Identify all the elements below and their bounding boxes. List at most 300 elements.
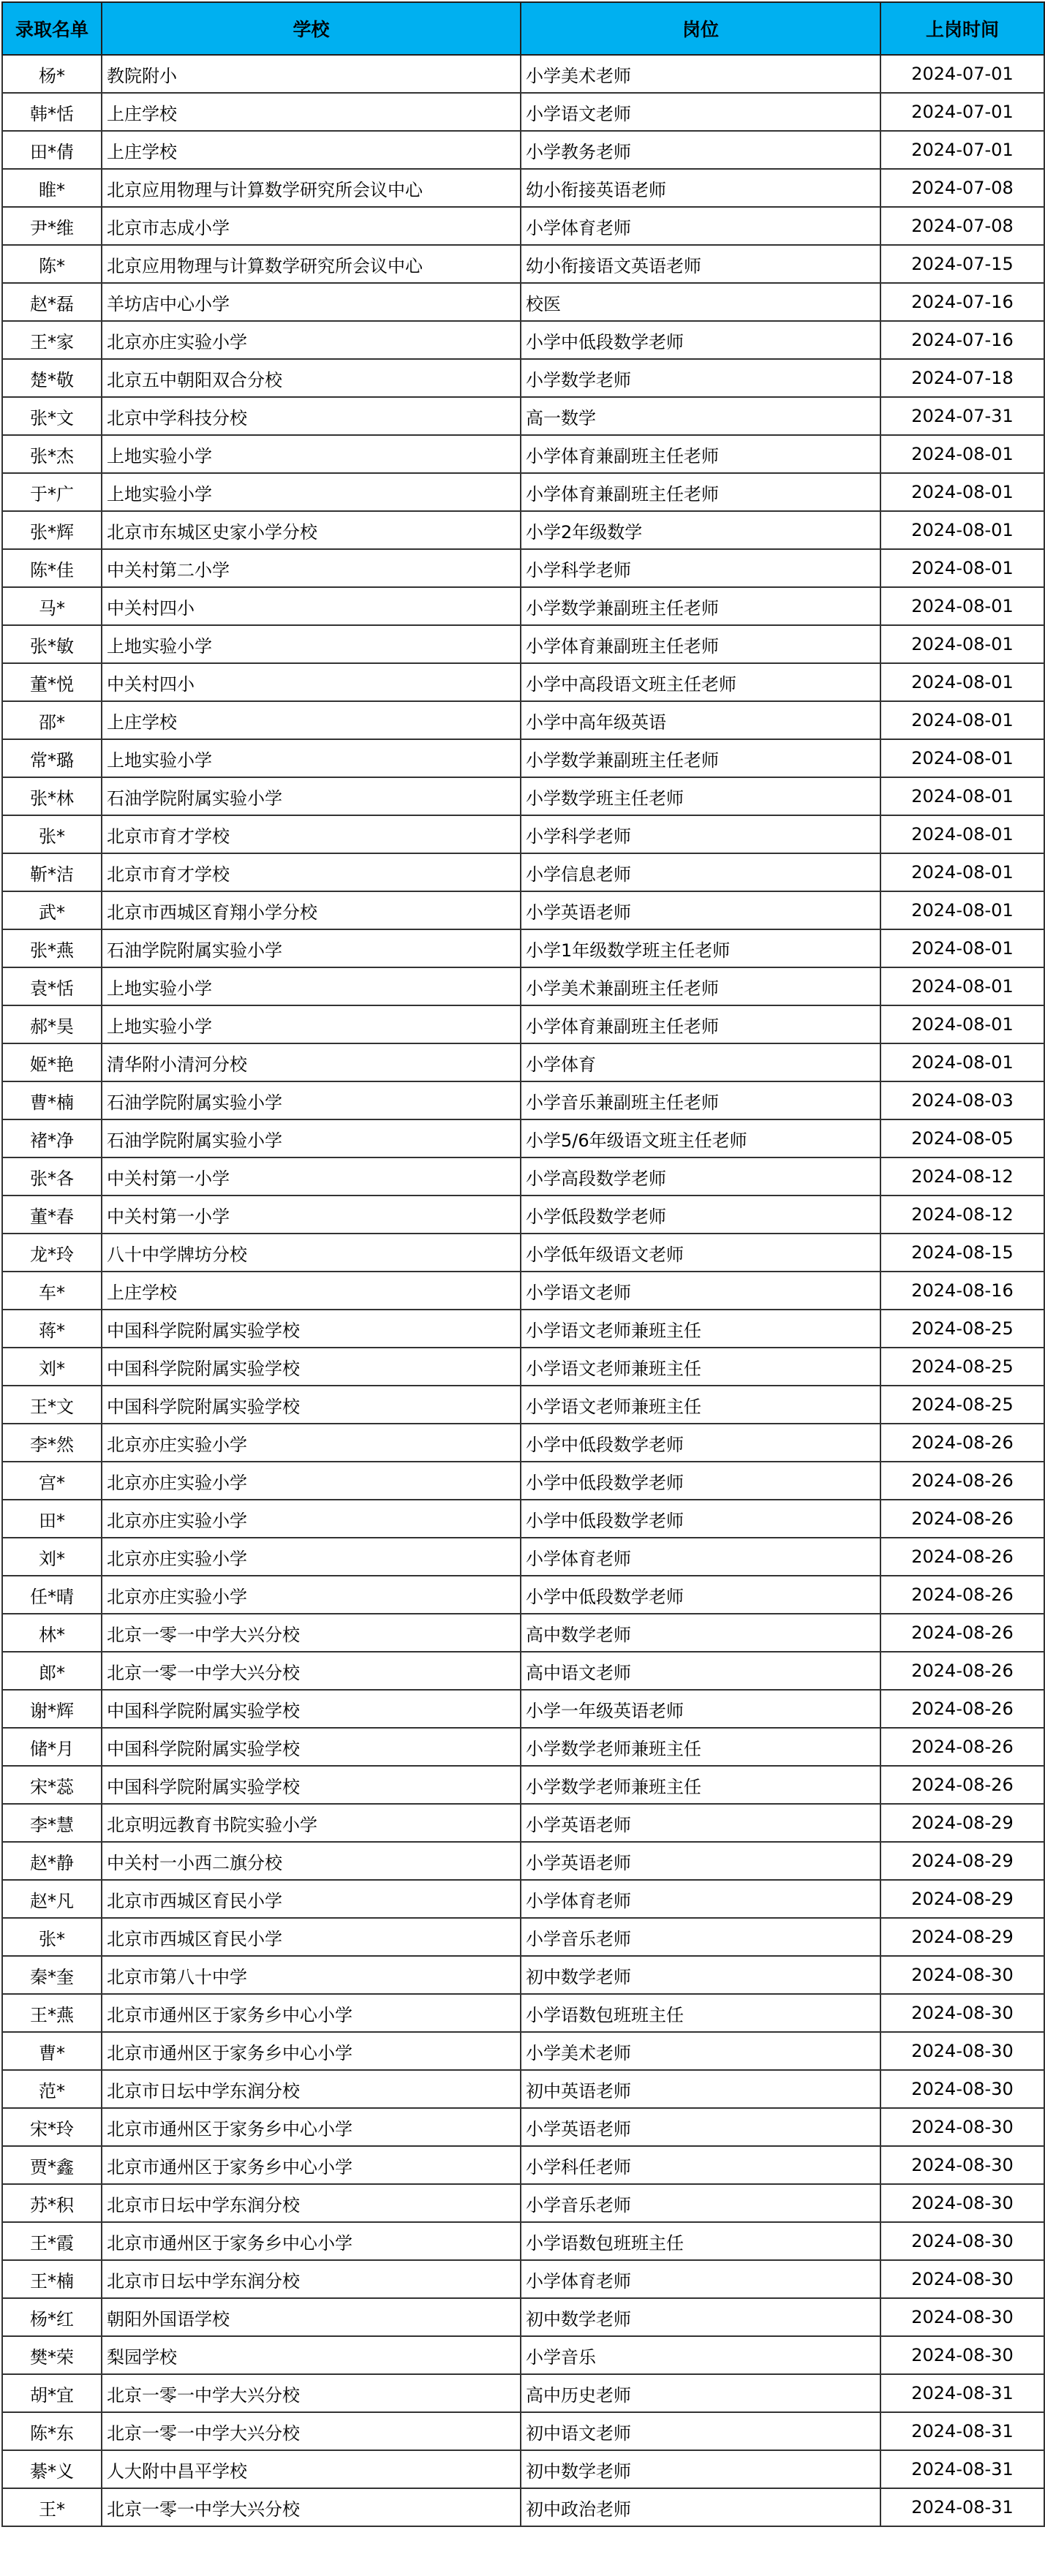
cell-school: 北京市东城区史家小学分校 <box>102 511 521 549</box>
cell-date: 2024-08-26 <box>880 1614 1044 1652</box>
cell-name: 睢* <box>2 169 102 207</box>
cell-position: 校医 <box>521 283 880 321</box>
table-row <box>2 359 1044 397</box>
table-row <box>2 1956 1044 1994</box>
cell-name: 王*家 <box>2 321 102 359</box>
cell-school: 北京一零一中学大兴分校 <box>102 2488 521 2526</box>
cell-name: 杨*红 <box>2 2298 102 2336</box>
cell-school: 中关村第一小学 <box>102 1196 521 1234</box>
cell-name: 陈*佳 <box>2 549 102 587</box>
cell-name: 李*然 <box>2 1424 102 1462</box>
cell-date: 2024-08-15 <box>880 1234 1044 1272</box>
cell-position: 小学数学老师 <box>521 359 880 397</box>
cell-school: 北京市日坛中学东润分校 <box>102 2070 521 2108</box>
cell-school: 上庄学校 <box>102 93 521 131</box>
cell-school: 中国科学院附属实验学校 <box>102 1348 521 1386</box>
cell-name: 董*悦 <box>2 663 102 701</box>
cell-name: 褚*净 <box>2 1119 102 1157</box>
cell-school: 北京一零一中学大兴分校 <box>102 2374 521 2412</box>
cell-name: 曹*楠 <box>2 1081 102 1119</box>
cell-date: 2024-08-01 <box>880 625 1044 663</box>
cell-school: 北京中学科技分校 <box>102 397 521 435</box>
cell-position: 小学中低段数学老师 <box>521 321 880 359</box>
cell-school: 上庄学校 <box>102 1272 521 1310</box>
cell-school: 中关村一小西二旗分校 <box>102 1842 521 1880</box>
cell-position: 小学体育兼副班主任老师 <box>521 473 880 511</box>
cell-name: 马* <box>2 587 102 625</box>
cell-name: 赵*磊 <box>2 283 102 321</box>
cell-name: 王* <box>2 2488 102 2526</box>
cell-school: 石油学院附属实验小学 <box>102 777 521 815</box>
cell-position: 小学语数包班班主任 <box>521 1994 880 2032</box>
cell-name: 胡*宜 <box>2 2374 102 2412</box>
cell-school: 北京应用物理与计算数学研究所会议中心 <box>102 169 521 207</box>
cell-position: 小学美术老师 <box>521 2032 880 2070</box>
table-row <box>2 929 1044 967</box>
cell-school: 中国科学院附属实验学校 <box>102 1386 521 1424</box>
cell-position: 小学低段数学老师 <box>521 1196 880 1234</box>
table-row <box>2 473 1044 511</box>
table-row <box>2 1538 1044 1576</box>
cell-name: 田* <box>2 1500 102 1538</box>
table-row <box>2 207 1044 245</box>
table-row <box>2 663 1044 701</box>
cell-school: 北京市通州区于家务乡中心小学 <box>102 2146 521 2184</box>
table-row <box>2 587 1044 625</box>
cell-school: 北京市育才学校 <box>102 815 521 853</box>
cell-school: 清华附小清河分校 <box>102 1043 521 1081</box>
cell-school: 北京应用物理与计算数学研究所会议中心 <box>102 245 521 283</box>
cell-school: 中国科学院附属实验学校 <box>102 1766 521 1804</box>
cell-name: 张*各 <box>2 1157 102 1196</box>
cell-name: 任*晴 <box>2 1576 102 1614</box>
cell-name: 王*文 <box>2 1386 102 1424</box>
table-row <box>2 1348 1044 1386</box>
cell-name: 曹* <box>2 2032 102 2070</box>
cell-name: 王*燕 <box>2 1994 102 2032</box>
cell-date: 2024-08-26 <box>880 1652 1044 1690</box>
cell-name: 张*杰 <box>2 435 102 473</box>
cell-name: 赵*凡 <box>2 1880 102 1918</box>
cell-name: 韩*恬 <box>2 93 102 131</box>
cell-name: 张*敏 <box>2 625 102 663</box>
table-row <box>2 1424 1044 1462</box>
table-row <box>2 2108 1044 2146</box>
cell-position: 小学数学兼副班主任老师 <box>521 587 880 625</box>
cell-school: 石油学院附属实验小学 <box>102 929 521 967</box>
cell-name: 赵*静 <box>2 1842 102 1880</box>
table-row <box>2 549 1044 587</box>
cell-name: 张* <box>2 1918 102 1956</box>
cell-school: 上地实验小学 <box>102 473 521 511</box>
cell-position: 小学体育老师 <box>521 2260 880 2298</box>
table-row <box>2 1119 1044 1157</box>
cell-position: 初中数学老师 <box>521 1956 880 1994</box>
cell-name: 郝*昊 <box>2 1005 102 1043</box>
cell-school: 北京一零一中学大兴分校 <box>102 2412 521 2450</box>
cell-school: 北京亦庄实验小学 <box>102 321 521 359</box>
cell-date: 2024-08-30 <box>880 1994 1044 2032</box>
admission-table <box>1 1 1045 2527</box>
table-row <box>2 169 1044 207</box>
cell-position: 小学一年级英语老师 <box>521 1690 880 1728</box>
cell-name: 范* <box>2 2070 102 2108</box>
cell-position: 小学体育兼副班主任老师 <box>521 435 880 473</box>
cell-position: 小学语文老师兼班主任 <box>521 1386 880 1424</box>
cell-date: 2024-08-26 <box>880 1462 1044 1500</box>
cell-name: 张*文 <box>2 397 102 435</box>
cell-name: 姬*艳 <box>2 1043 102 1081</box>
table-row <box>2 891 1044 929</box>
cell-position: 小学音乐老师 <box>521 1918 880 1956</box>
cell-school: 北京市日坛中学东润分校 <box>102 2260 521 2298</box>
cell-position: 小学教务老师 <box>521 131 880 169</box>
cell-position: 小学5/6年级语文班主任老师 <box>521 1119 880 1157</box>
cell-position: 初中数学老师 <box>521 2450 880 2488</box>
cell-position: 小学科学老师 <box>521 815 880 853</box>
cell-position: 小学中低段数学老师 <box>521 1424 880 1462</box>
cell-date: 2024-08-31 <box>880 2450 1044 2488</box>
header-school: 学校 <box>102 2 521 55</box>
cell-name: 杨* <box>2 55 102 93</box>
cell-date: 2024-08-31 <box>880 2412 1044 2450</box>
cell-date: 2024-08-01 <box>880 701 1044 739</box>
table-row <box>2 1272 1044 1310</box>
cell-name: 秦*奎 <box>2 1956 102 1994</box>
table-row <box>2 93 1044 131</box>
cell-name: 綦*义 <box>2 2450 102 2488</box>
cell-date: 2024-08-26 <box>880 1424 1044 1462</box>
table-row <box>2 1043 1044 1081</box>
cell-name: 武* <box>2 891 102 929</box>
table-row <box>2 2184 1044 2222</box>
table-row <box>2 55 1044 93</box>
cell-date: 2024-08-25 <box>880 1386 1044 1424</box>
cell-position: 小学中低段数学老师 <box>521 1462 880 1500</box>
cell-position: 小学语文老师 <box>521 93 880 131</box>
cell-position: 小学中低段数学老师 <box>521 1576 880 1614</box>
cell-position: 小学低年级语文老师 <box>521 1234 880 1272</box>
table-row <box>2 1310 1044 1348</box>
table-row <box>2 2032 1044 2070</box>
cell-name: 蒋* <box>2 1310 102 1348</box>
cell-name: 陈*东 <box>2 2412 102 2450</box>
cell-date: 2024-08-30 <box>880 2184 1044 2222</box>
cell-school: 北京一零一中学大兴分校 <box>102 1652 521 1690</box>
cell-school: 羊坊店中心小学 <box>102 283 521 321</box>
cell-date: 2024-07-01 <box>880 131 1044 169</box>
table-row <box>2 1918 1044 1956</box>
cell-school: 中关村第一小学 <box>102 1157 521 1196</box>
cell-school: 人大附中昌平学校 <box>102 2450 521 2488</box>
cell-position: 小学中低段数学老师 <box>521 1500 880 1538</box>
table-row <box>2 245 1044 283</box>
cell-date: 2024-08-30 <box>880 2222 1044 2260</box>
cell-school: 北京市第八十中学 <box>102 1956 521 1994</box>
table-row <box>2 131 1044 169</box>
cell-name: 陈* <box>2 245 102 283</box>
cell-name: 邵* <box>2 701 102 739</box>
table-row <box>2 1880 1044 1918</box>
cell-date: 2024-08-30 <box>880 2108 1044 2146</box>
cell-date: 2024-07-08 <box>880 169 1044 207</box>
cell-date: 2024-08-31 <box>880 2488 1044 2526</box>
cell-position: 小学体育兼副班主任老师 <box>521 625 880 663</box>
cell-date: 2024-08-25 <box>880 1348 1044 1386</box>
cell-school: 北京市西城区育翔小学分校 <box>102 891 521 929</box>
cell-name: 樊*荣 <box>2 2336 102 2374</box>
cell-school: 中关村第二小学 <box>102 549 521 587</box>
table-row <box>2 2374 1044 2412</box>
cell-name: 苏*积 <box>2 2184 102 2222</box>
cell-date: 2024-07-16 <box>880 321 1044 359</box>
cell-position: 高中历史老师 <box>521 2374 880 2412</box>
cell-position: 初中语文老师 <box>521 2412 880 2450</box>
cell-name: 董*春 <box>2 1196 102 1234</box>
cell-position: 初中英语老师 <box>521 2070 880 2108</box>
cell-position: 小学数学兼副班主任老师 <box>521 739 880 777</box>
table-row <box>2 815 1044 853</box>
cell-date: 2024-08-26 <box>880 1576 1044 1614</box>
cell-name: 谢*辉 <box>2 1690 102 1728</box>
cell-date: 2024-08-26 <box>880 1690 1044 1728</box>
table-row <box>2 1690 1044 1728</box>
cell-date: 2024-08-29 <box>880 1842 1044 1880</box>
cell-position: 小学英语老师 <box>521 2108 880 2146</box>
cell-position: 高中语文老师 <box>521 1652 880 1690</box>
cell-name: 贾*鑫 <box>2 2146 102 2184</box>
cell-school: 北京市日坛中学东润分校 <box>102 2184 521 2222</box>
cell-name: 宋*玲 <box>2 2108 102 2146</box>
cell-name: 靳*洁 <box>2 853 102 891</box>
header-date: 上岗时间 <box>880 2 1044 55</box>
table-row <box>2 1005 1044 1043</box>
cell-position: 小学语文老师 <box>521 1272 880 1310</box>
cell-name: 袁*恬 <box>2 967 102 1005</box>
cell-school: 北京市育才学校 <box>102 853 521 891</box>
cell-date: 2024-08-26 <box>880 1538 1044 1576</box>
table-row <box>2 1652 1044 1690</box>
table-row <box>2 1081 1044 1119</box>
table-row <box>2 1234 1044 1272</box>
cell-school: 北京明远教育书院实验小学 <box>102 1804 521 1842</box>
cell-school: 北京市通州区于家务乡中心小学 <box>102 2108 521 2146</box>
cell-school: 上庄学校 <box>102 701 521 739</box>
cell-date: 2024-08-01 <box>880 1043 1044 1081</box>
table-body <box>2 55 1044 2526</box>
cell-date: 2024-08-01 <box>880 929 1044 967</box>
cell-position: 初中数学老师 <box>521 2298 880 2336</box>
cell-position: 小学英语老师 <box>521 1804 880 1842</box>
cell-name: 张* <box>2 815 102 853</box>
table-row <box>2 625 1044 663</box>
cell-position: 小学体育老师 <box>521 207 880 245</box>
table-row <box>2 2336 1044 2374</box>
cell-date: 2024-07-08 <box>880 207 1044 245</box>
cell-position: 小学中高段语文班主任老师 <box>521 663 880 701</box>
cell-date: 2024-08-01 <box>880 587 1044 625</box>
cell-date: 2024-08-01 <box>880 473 1044 511</box>
cell-position: 小学高段数学老师 <box>521 1157 880 1196</box>
cell-school: 教院附小 <box>102 55 521 93</box>
cell-date: 2024-08-30 <box>880 2298 1044 2336</box>
cell-date: 2024-08-01 <box>880 853 1044 891</box>
cell-name: 尹*维 <box>2 207 102 245</box>
table-row <box>2 321 1044 359</box>
cell-position: 小学1年级数学班主任老师 <box>521 929 880 967</box>
table-row <box>2 853 1044 891</box>
cell-position: 幼小衔接语文英语老师 <box>521 245 880 283</box>
table-row <box>2 2070 1044 2108</box>
cell-position: 小学音乐老师 <box>521 2184 880 2222</box>
cell-position: 幼小衔接英语老师 <box>521 169 880 207</box>
cell-date: 2024-07-15 <box>880 245 1044 283</box>
cell-date: 2024-08-01 <box>880 663 1044 701</box>
table-row <box>2 2412 1044 2450</box>
cell-school: 上庄学校 <box>102 131 521 169</box>
cell-name: 常*璐 <box>2 739 102 777</box>
cell-date: 2024-07-01 <box>880 93 1044 131</box>
cell-position: 高中数学老师 <box>521 1614 880 1652</box>
table-row <box>2 1196 1044 1234</box>
cell-date: 2024-08-01 <box>880 815 1044 853</box>
cell-name: 郎* <box>2 1652 102 1690</box>
cell-school: 朝阳外国语学校 <box>102 2298 521 2336</box>
cell-school: 上地实验小学 <box>102 435 521 473</box>
cell-position: 小学音乐 <box>521 2336 880 2374</box>
cell-position: 小学语文老师兼班主任 <box>521 1348 880 1386</box>
cell-date: 2024-08-26 <box>880 1500 1044 1538</box>
table-row <box>2 1728 1044 1766</box>
cell-date: 2024-08-26 <box>880 1766 1044 1804</box>
table-row <box>2 2222 1044 2260</box>
table-row <box>2 1804 1044 1842</box>
table-row <box>2 2298 1044 2336</box>
cell-school: 石油学院附属实验小学 <box>102 1081 521 1119</box>
cell-name: 储*月 <box>2 1728 102 1766</box>
cell-date: 2024-08-30 <box>880 2336 1044 2374</box>
cell-position: 小学体育 <box>521 1043 880 1081</box>
cell-position: 高一数学 <box>521 397 880 435</box>
cell-school: 北京市通州区于家务乡中心小学 <box>102 2222 521 2260</box>
cell-position: 小学体育老师 <box>521 1880 880 1918</box>
cell-name: 张*辉 <box>2 511 102 549</box>
cell-position: 小学数学老师兼班主任 <box>521 1766 880 1804</box>
cell-school: 上地实验小学 <box>102 967 521 1005</box>
table-row <box>2 2488 1044 2526</box>
cell-school: 上地实验小学 <box>102 739 521 777</box>
cell-position: 小学数学班主任老师 <box>521 777 880 815</box>
cell-name: 林* <box>2 1614 102 1652</box>
cell-date: 2024-08-26 <box>880 1728 1044 1766</box>
cell-school: 石油学院附属实验小学 <box>102 1119 521 1157</box>
cell-date: 2024-07-16 <box>880 283 1044 321</box>
cell-school: 北京市通州区于家务乡中心小学 <box>102 1994 521 2032</box>
cell-school: 北京市西城区育民小学 <box>102 1880 521 1918</box>
table-row <box>2 283 1044 321</box>
cell-date: 2024-08-01 <box>880 1005 1044 1043</box>
cell-date: 2024-07-18 <box>880 359 1044 397</box>
cell-name: 楚*敬 <box>2 359 102 397</box>
cell-position: 小学语数包班班主任 <box>521 2222 880 2260</box>
cell-date: 2024-08-01 <box>880 891 1044 929</box>
cell-position: 小学中高年级英语 <box>521 701 880 739</box>
cell-date: 2024-08-31 <box>880 2374 1044 2412</box>
cell-position: 小学体育老师 <box>521 1538 880 1576</box>
cell-position: 小学2年级数学 <box>521 511 880 549</box>
cell-date: 2024-08-05 <box>880 1119 1044 1157</box>
cell-position: 小学音乐兼副班主任老师 <box>521 1081 880 1119</box>
cell-date: 2024-08-25 <box>880 1310 1044 1348</box>
table-row <box>2 2450 1044 2488</box>
cell-position: 小学英语老师 <box>521 1842 880 1880</box>
cell-name: 宫* <box>2 1462 102 1500</box>
table-row <box>2 2146 1044 2184</box>
header-row <box>2 2 1044 55</box>
cell-date: 2024-08-30 <box>880 2146 1044 2184</box>
cell-school: 中国科学院附属实验学校 <box>102 1728 521 1766</box>
table-row <box>2 1842 1044 1880</box>
cell-date: 2024-08-12 <box>880 1196 1044 1234</box>
cell-date: 2024-08-01 <box>880 511 1044 549</box>
cell-school: 北京五中朝阳双合分校 <box>102 359 521 397</box>
cell-name: 田*倩 <box>2 131 102 169</box>
cell-date: 2024-08-29 <box>880 1804 1044 1842</box>
cell-date: 2024-08-29 <box>880 1918 1044 1956</box>
cell-position: 小学语文老师兼班主任 <box>521 1310 880 1348</box>
cell-date: 2024-08-16 <box>880 1272 1044 1310</box>
header-position: 岗位 <box>521 2 880 55</box>
cell-school: 中关村四小 <box>102 663 521 701</box>
cell-position: 小学科学老师 <box>521 549 880 587</box>
cell-date: 2024-08-01 <box>880 777 1044 815</box>
cell-school: 北京市志成小学 <box>102 207 521 245</box>
table-row <box>2 967 1044 1005</box>
cell-position: 小学美术老师 <box>521 55 880 93</box>
cell-school: 北京亦庄实验小学 <box>102 1576 521 1614</box>
cell-school: 八十中学牌坊分校 <box>102 1234 521 1272</box>
table-row <box>2 1386 1044 1424</box>
table-row <box>2 511 1044 549</box>
header-name: 录取名单 <box>2 2 102 55</box>
cell-position: 小学英语老师 <box>521 891 880 929</box>
cell-position: 小学信息老师 <box>521 853 880 891</box>
cell-school: 上地实验小学 <box>102 1005 521 1043</box>
table-row <box>2 739 1044 777</box>
cell-date: 2024-08-01 <box>880 739 1044 777</box>
cell-date: 2024-08-29 <box>880 1880 1044 1918</box>
cell-school: 北京亦庄实验小学 <box>102 1462 521 1500</box>
table-row <box>2 435 1044 473</box>
cell-name: 李*慧 <box>2 1804 102 1842</box>
table-row <box>2 701 1044 739</box>
table-row <box>2 777 1044 815</box>
cell-name: 王*霞 <box>2 2222 102 2260</box>
cell-date: 2024-08-30 <box>880 1956 1044 1994</box>
cell-date: 2024-08-03 <box>880 1081 1044 1119</box>
cell-date: 2024-07-01 <box>880 55 1044 93</box>
cell-school: 中关村四小 <box>102 587 521 625</box>
cell-date: 2024-08-01 <box>880 549 1044 587</box>
cell-school: 北京亦庄实验小学 <box>102 1500 521 1538</box>
cell-school: 梨园学校 <box>102 2336 521 2374</box>
cell-name: 王*楠 <box>2 2260 102 2298</box>
cell-date: 2024-08-01 <box>880 435 1044 473</box>
table-row <box>2 1500 1044 1538</box>
table-row <box>2 1157 1044 1196</box>
cell-position: 小学数学老师兼班主任 <box>521 1728 880 1766</box>
cell-date: 2024-08-30 <box>880 2260 1044 2298</box>
